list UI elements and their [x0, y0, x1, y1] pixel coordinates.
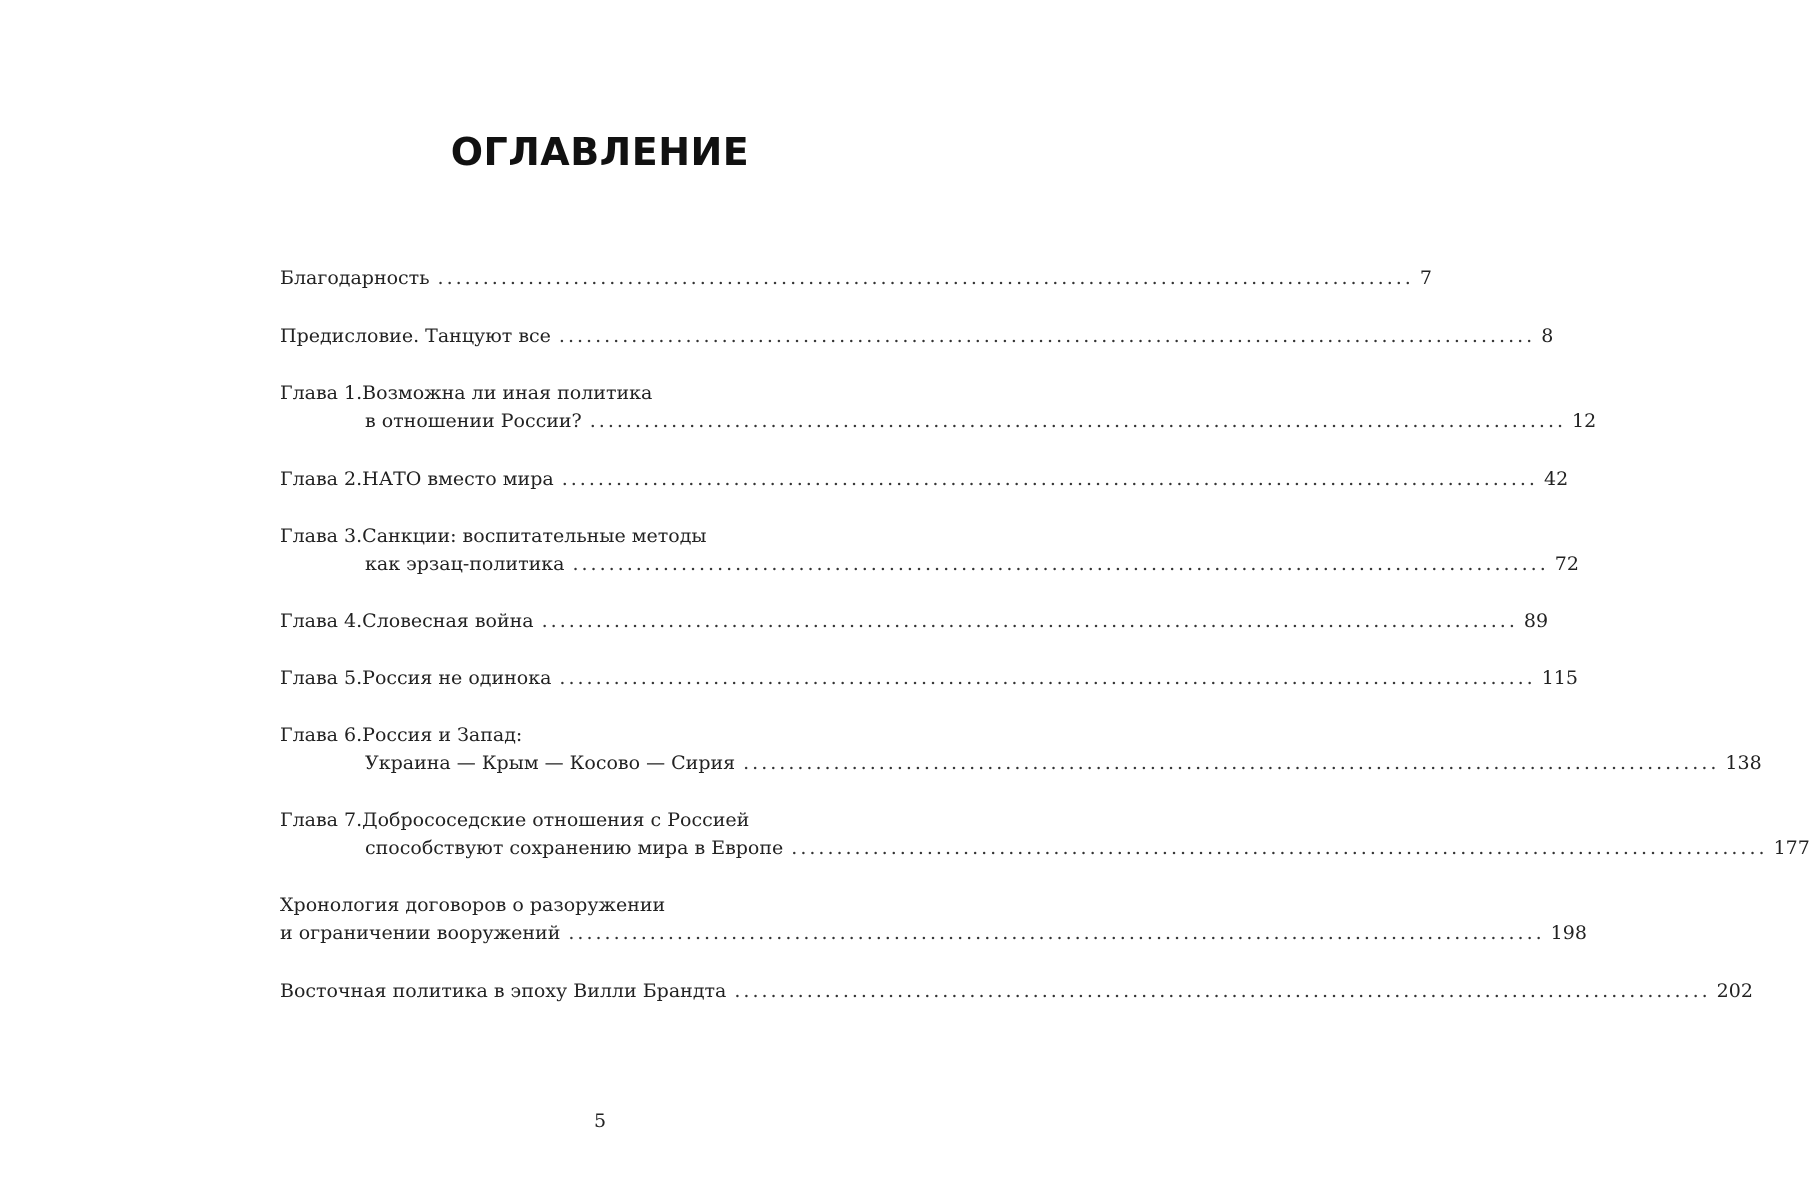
- toc-entry-title: Словесная война: [362, 610, 534, 632]
- toc-chapter-prefix: Глава 2.: [280, 468, 363, 490]
- toc-entry-chapter-5[interactable]: [280, 664, 1578, 692]
- toc-page-number: 72: [1554, 553, 1579, 575]
- toc-leader-dots: ............................................................................................................: [791, 837, 1768, 859]
- toc-entry-chapter-4[interactable]: [280, 607, 1549, 635]
- toc-leader-dots: ............................................................................................................: [437, 267, 1414, 289]
- toc-chapter-prefix: Глава 1.: [280, 382, 363, 404]
- toc-chapter-prefix: Глава 3.: [280, 525, 363, 547]
- toc-entry-title: Благодарность: [280, 267, 430, 289]
- toc-page-number: 8: [1541, 325, 1554, 347]
- toc-leader-dots: ............................................................................................................: [541, 610, 1518, 632]
- toc-leader-dots: ............................................................................................................: [743, 752, 1720, 774]
- toc-entry-title: Восточная политика в эпоху Вилли Брандта: [280, 980, 727, 1002]
- toc-entry-title: НАТО вместо мира: [362, 468, 554, 490]
- toc-entry-ostpolitik[interactable]: [280, 977, 1753, 1005]
- toc-page-number: 198: [1550, 922, 1587, 944]
- page-number: 5: [593, 1110, 607, 1132]
- toc-leader-dots: ............................................................................................................: [734, 980, 1711, 1002]
- toc-chapter-prefix: Глава 5.: [280, 667, 363, 689]
- toc-page-number: 89: [1523, 610, 1549, 632]
- toc-page-number: 115: [1541, 667, 1578, 689]
- toc-page-number: 138: [1725, 752, 1762, 774]
- toc-chapter-prefix: Глава 4.: [280, 610, 363, 632]
- toc-entry-chapter-6[interactable]: [280, 721, 1762, 777]
- toc-page-number: 42: [1543, 468, 1569, 490]
- toc-entry-title-continued: как эрзац-политика: [365, 553, 565, 575]
- page-title: ОГЛАВЛЕНИЕ: [450, 130, 750, 174]
- toc-leader-dots: ............................................................................................................: [572, 553, 1549, 575]
- toc-entry-title: Возможна ли иная политика: [362, 382, 653, 404]
- toc-entry-chapter-1[interactable]: [280, 379, 1597, 435]
- toc-entry-title: Россия и Запад:: [362, 724, 523, 746]
- toc-entry-title: Россия не одинока: [362, 667, 552, 689]
- toc-entry-preface[interactable]: [280, 322, 1554, 350]
- toc-entry-chronology[interactable]: [280, 891, 1587, 947]
- toc-entry-title: Предисловие. Танцуют все: [280, 325, 551, 347]
- toc-entry-chapter-3[interactable]: [280, 522, 1579, 578]
- toc-entry-title: Добрососедские отношения с Россией: [362, 809, 750, 831]
- toc-chapter-prefix: Глава 6.: [280, 724, 363, 746]
- toc-entry-chapter-2[interactable]: [280, 465, 1569, 493]
- toc-leader-dots: ............................................................................................................: [559, 667, 1536, 689]
- toc-entry-title: Санкции: воспитательные методы: [362, 525, 707, 547]
- toc-entry-title-continued: и ограничении вооружений: [280, 922, 561, 944]
- table-of-contents: [280, 0, 1810, 1200]
- toc-entry-chapter-7[interactable]: [280, 806, 1810, 862]
- toc-entry-title-continued: Украина — Крым — Косово — Сирия: [365, 752, 736, 774]
- toc-page-number: 202: [1716, 980, 1753, 1002]
- toc-page-number: 7: [1419, 267, 1432, 289]
- toc-page-number: 177: [1773, 837, 1810, 859]
- toc-entry-title: Хронология договоров о разоружении: [280, 894, 666, 916]
- toc-leader-dots: ............................................................................................................: [561, 468, 1538, 490]
- toc-chapter-prefix: Глава 7.: [280, 809, 363, 831]
- toc-entry-title-continued: в отношении России?: [365, 410, 582, 432]
- toc-leader-dots: ............................................................................................................: [558, 325, 1536, 347]
- toc-entry-title-continued: способствуют сохранению мира в Европе: [365, 837, 784, 859]
- toc-page-number: 12: [1572, 410, 1597, 432]
- toc-leader-dots: ............................................................................................................: [568, 922, 1545, 944]
- toc-entry-acknowledgements[interactable]: [280, 264, 1432, 292]
- toc-leader-dots: ............................................................................................................: [589, 410, 1567, 432]
